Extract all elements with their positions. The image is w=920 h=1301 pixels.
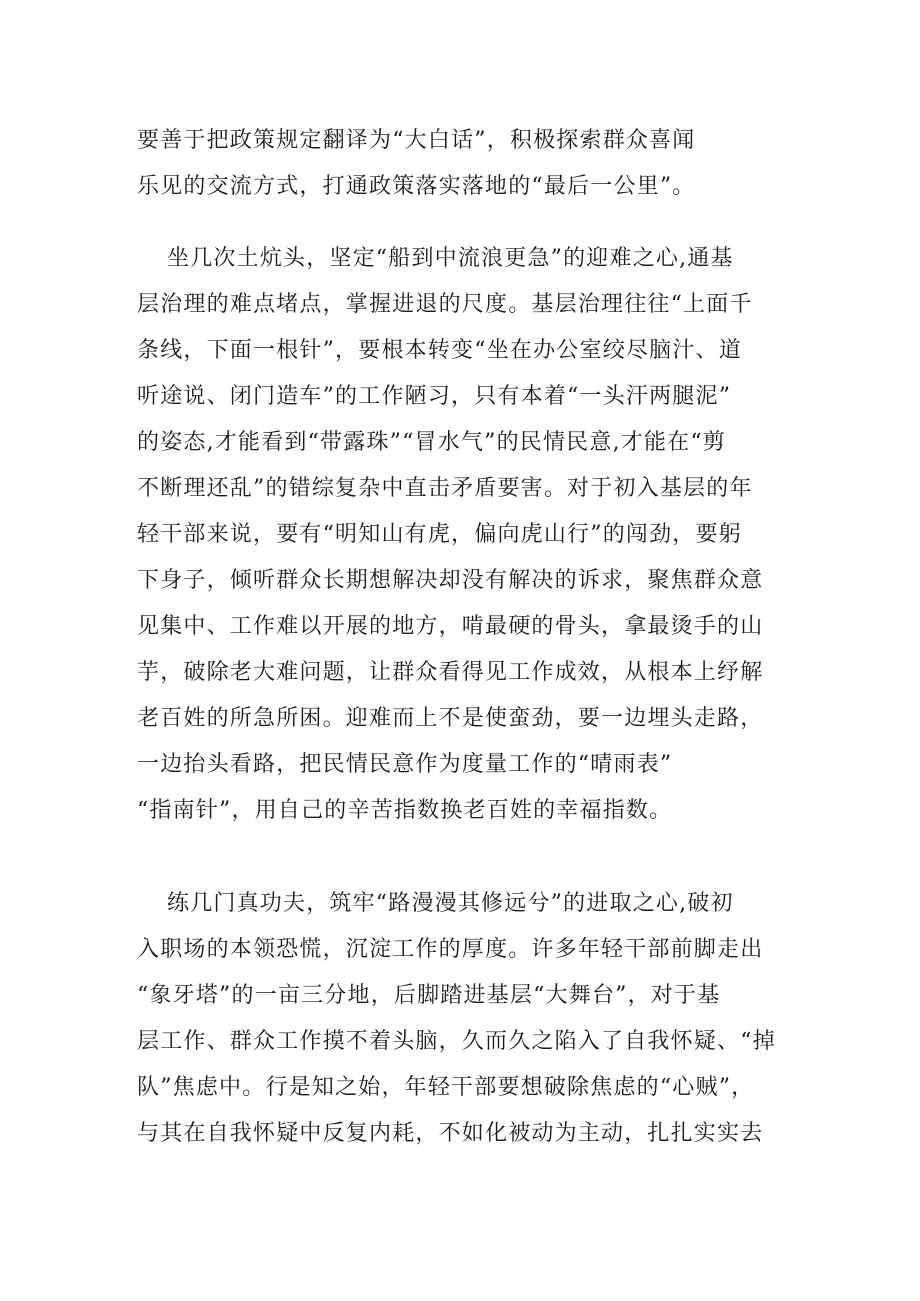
text-line: 的姿态,才能看到“带露珠”“冒水气”的民情民意,才能在“剪 xyxy=(137,430,727,455)
text-line: “象牙塔”的一亩三分地，后脚踏进基层“大舞台”，对于基 xyxy=(137,983,721,1008)
text-line: 要善于把政策规定翻译为“大白话”，积极探索群众喜闻 xyxy=(137,128,696,153)
text-line: 轻干部来说，要有“明知山有虎，偏向虎山行”的闯劲，要躬 xyxy=(137,522,742,547)
text-line: 与其在自我怀疑中反复内耗，不如化被动为主动，扎扎实实去 xyxy=(137,1121,764,1146)
paragraph-3 xyxy=(137,881,787,1157)
text-line: 听途说、闭门造车”的工作陋习，只有本着“一头汗两腿泥” xyxy=(137,384,732,409)
text-line: “指南针”，用自己的辛苦指数换老百姓的幸福指数。 xyxy=(137,798,673,823)
text-line: 一边抬头看路，把民情民意作为度量工作的“晴雨表” xyxy=(137,752,673,777)
text-line: 队”焦虑中。行是知之始，年轻干部要想破除焦虑的“心贼”， xyxy=(137,1075,755,1100)
text-line: 入职场的本领恐慌，沉淀工作的厚度。许多年轻干部前脚走出 xyxy=(137,937,764,962)
text-line: 练几门真功夫，筑牢“路漫漫其修远兮”的进取之心,破初 xyxy=(167,891,734,916)
text-line: 层治理的难点堵点，掌握进退的尺度。基层治理往往“上面千 xyxy=(137,292,753,317)
text-line: 芋，破除老大难问题，让群众看得见工作成效，从根本上纾解 xyxy=(137,660,764,685)
text-line: 层工作、群众工作摸不着头脑，久而久之陷入了自我怀疑、“掉 xyxy=(137,1029,776,1054)
text-line: 下身子，倾听群众长期想解决却没有解决的诉求，聚焦群众意 xyxy=(137,568,764,593)
text-line: 坐几次土炕头，坚定“船到中流浪更急”的迎难之心,通基 xyxy=(167,246,734,271)
text-line: 见集中、工作难以开展的地方，啃最硬的骨头，拿最烫手的山 xyxy=(137,614,764,639)
text-line: 乐见的交流方式，打通政策落实落地的“最后一公里”。 xyxy=(137,174,696,199)
paragraph-2 xyxy=(137,236,787,834)
text-line: 不断理还乱”的错综复杂中直击矛盾要害。对于初入基层的年 xyxy=(137,476,753,501)
text-line: 条线，下面一根针”，要根本转变“坐在办公室绞尽脑汁、道 xyxy=(137,338,742,363)
paragraph-1 xyxy=(137,118,787,210)
text-line: 老百姓的所急所困。迎难而上不是使蛮劲，要一边埋头走路， xyxy=(137,706,764,731)
